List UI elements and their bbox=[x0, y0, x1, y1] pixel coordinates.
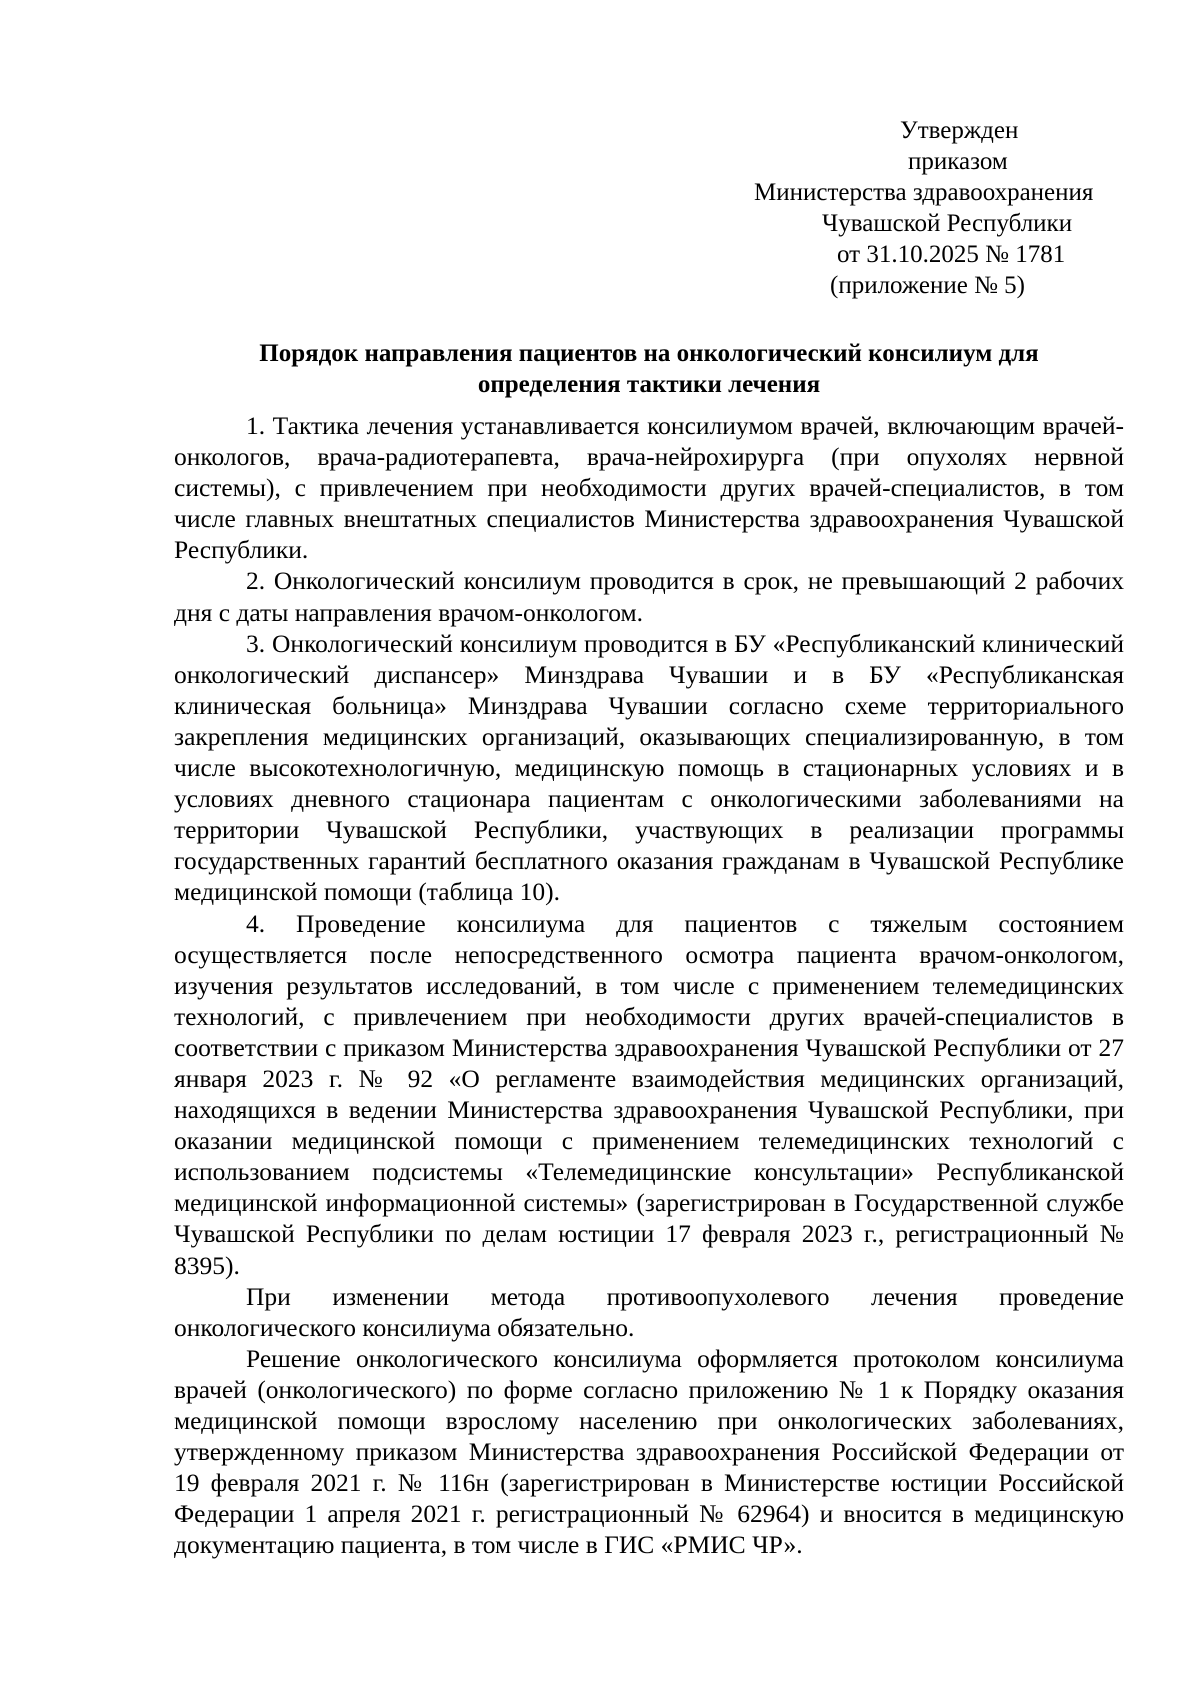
document-body bbox=[174, 410, 1124, 1560]
approval-line-ministry: Министерства здравоохранения bbox=[754, 179, 1094, 206]
document-title-line-1: Порядок направления пациентов на онкологический консилиум для bbox=[259, 340, 1039, 367]
paragraph-method-change: При изменении метода противоопухолевого лечения проведение онкологического консилиума обязательно. bbox=[174, 1281, 1124, 1342]
approval-line-republic: Чувашской Республики bbox=[822, 210, 1073, 237]
document-title bbox=[174, 338, 1124, 400]
paragraph-2-consilium-deadline: 2. Онкологический консилиум проводится в срок, не превышающий 2 рабочих дня с даты направления врачом-онкологом. bbox=[174, 566, 1124, 627]
paragraph-3-consilium-venue: 3. Онкологический консилиум проводится в БУ «Республиканский клинический онкологический диспансер» Минздрава Чувашии и в БУ «Республиканская клиническая больница» Минздрава Чувашии согласно схеме территориального закрепления медицинских организаций, оказывающих специализированную, в том числе высокотехнологичную, медицинскую помощь в стационарных условиях и в условиях дневного стационара пациентам с онкологическими заболеваниями на территории Чувашской Республики, участвующих в реализации программы государственных гарантий бесплатного оказания гражданам в Чувашской Республике медицинской помощи (таблица 10). bbox=[174, 628, 1124, 907]
document-title-line-2: определения тактики лечения bbox=[477, 371, 821, 398]
approval-line-date-number: от 31.10.2025 № 1781 bbox=[837, 241, 1066, 268]
paragraph-consilium-protocol: Решение онкологического консилиума оформляется протоколом консилиума врачей (онкологического) по форме согласно приложению № 1 к Порядку оказания медицинской помощи взрослому населению при онкологических заболеваниях, утвержденному приказом Министерства здравоохранения Российской Федерации от 19 февраля 2021 г. № 116н (зарегистрирован в Министерстве юстиции Российской Федерации 1 апреля 2021 г. регистрационный № 62964) и вносится в медицинскую документацию пациента, в том числе в ГИС «РМИС ЧР». bbox=[174, 1343, 1124, 1560]
paragraph-4-severe-patients: 4. Проведение консилиума для пациентов с тяжелым состоянием осуществляется после непосредственного осмотра пациента врачом-онкологом, изучения результатов исследований, в том числе с применением телемедицинских технологий, с привлечением при необходимости других врачей-специалистов в соответствии с приказом Министерства здравоохранения Чувашской Республики от 27 января 2023 г. № 92 «О регламенте взаимодействия медицинских организаций, находящихся в ведении Министерства здравоохранения Чувашской Республики, при оказании медицинской помощи с применением телемедицинских технологий с использованием подсистемы «Телемедицинские консультации» Республиканской медицинской информационной системы» (зарегистрирован в Государственной службе Чувашской Республики по делам юстиции 17 февраля 2023 г., регистрационный № 8395). bbox=[174, 908, 1124, 1280]
approval-line-appendix: (приложение № 5) bbox=[830, 272, 1026, 299]
approval-line-order: приказом bbox=[908, 148, 1008, 175]
paragraph-1-treatment-tactics: 1. Тактика лечения устанавливается консилиумом врачей, включающим врачей-онкологов, врача-радиотерапевта, врача-нейрохирурга (при опухолях нервной системы), с привлечением при необходимости других врачей-специалистов, в том числе главных внештатных специалистов Министерства здравоохранения Чувашской Республики. bbox=[174, 411, 1124, 565]
approval-line-approved: Утвержден bbox=[900, 117, 1019, 144]
approval-stamp bbox=[630, 115, 1130, 301]
